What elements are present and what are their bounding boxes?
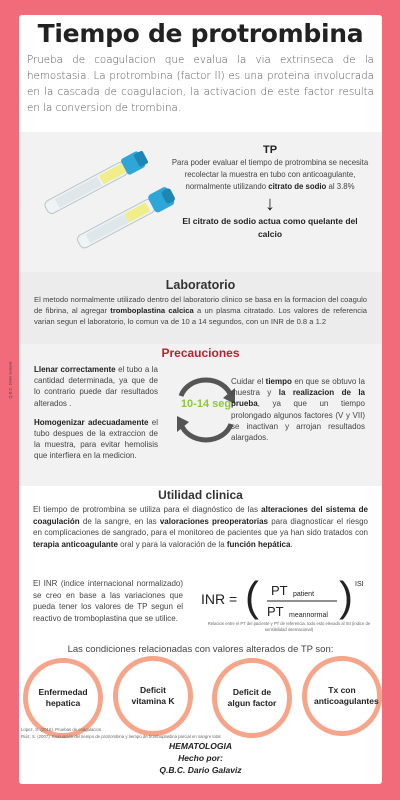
utilidad-section xyxy=(19,486,382,751)
formula-note: Relacion entre el PT del paciente y PT de referencia, todo esto elevado al ISI (indice de sensibilidad internacional) xyxy=(207,621,371,632)
inr-explanation: El INR (indice internacional normalizado) se creo en base a las variaciones que pueda tener los valores de TP segun el reactivo de tromboplastina que se utilice. xyxy=(33,579,183,623)
tp-title: TP xyxy=(262,144,278,156)
laboratorio-text: El metodo normalmente utilizado dentro del laboratorio clinico se basa en la formacion del coagulo de fibrina, al agregar tromboplastina calcica a un plasma citratado. Los valores de referencia varian segun el laboratorio, lo comun va de 10 a 14 segundos, con un INR de 0.8 a 1.2 xyxy=(34,295,368,326)
footer-author: Q.B.C. Dario Galaviz xyxy=(159,765,242,775)
cycle-time-label: 10-14 seg xyxy=(180,398,232,410)
laboratorio-section xyxy=(19,272,382,344)
page-title: Tiempo de protrombina xyxy=(37,19,364,48)
formula-numerator-sub: patient xyxy=(293,591,315,598)
tp-description: Para poder evaluar el tiempo de protrombina se necesita recolectar la muestra en tubo con anticoagulante, normalmente utilizando citrato de sodio al 3.8% xyxy=(171,158,369,191)
tp-conclusion: El citrato de sodio actua como quelante del calcio xyxy=(182,216,358,239)
condition-circle: Deficit de algun factor xyxy=(212,658,292,738)
condition-circle: Deficit vitamina K xyxy=(113,656,193,736)
precaution-homogenize: Homogenizar adecuadamente el tubo despues de la extraccion de la muestra, para evitar hemolisis que interfiera en la medicion. xyxy=(34,417,158,461)
down-arrow-icon: ↓ xyxy=(265,193,275,215)
formula-open-paren: ( xyxy=(245,574,259,620)
footer-credits xyxy=(19,740,382,776)
footer-subject: HEMATOLOGIA xyxy=(169,741,232,751)
conditions-title: Las condiciones relacionadas con valores alterados de TP son: xyxy=(67,644,334,655)
utilidad-text: El tiempo de protrombina se utiliza para el diagnóstico de las alteraciones del sistema de coagulación de la sangre, en las valoraciones preoperatorias para diagnosticar el riesgo en complicaciones de sangrado, para el monitoreo de pacientes que ya han sido tratados con terapia anticoagulante oral y para la valoración de la función hepática. xyxy=(33,505,368,549)
precauciones-section xyxy=(19,344,382,486)
condition-circle: Enfermedad hepatica xyxy=(23,658,103,738)
side-author-tag: Q.B.C. Dario Galaviz xyxy=(7,361,13,399)
reference-item: Ruiz, S. (2007). Evaluación del tiempo de protrombina y tiempo de tromboplastina parcial en sangre total. xyxy=(21,733,222,739)
formula-lhs: INR = xyxy=(201,591,238,607)
formula-close-paren: ) xyxy=(339,574,353,620)
blood-tubes-image xyxy=(43,142,183,262)
tp-explanation xyxy=(171,144,369,241)
formula-denominator-sub: meannormal xyxy=(289,612,328,619)
formula-denominator: PT xyxy=(267,604,284,619)
condition-circle: Tx con anticoagulantes xyxy=(302,656,382,736)
references xyxy=(21,727,281,740)
formula-exponent: ISI xyxy=(355,581,364,588)
infographic-card xyxy=(19,15,382,784)
laboratorio-title: Laboratorio xyxy=(165,278,236,292)
intro-paragraph: Prueba de coagulacion que evalua la via extrinseca de la hemostasia. La protrombina (factor II) es una proteina involucrada en la cascada de coagulacion, la activacion de este factor resulta en la conversion de trombina. xyxy=(27,54,374,114)
footer-made-by: Hecho por: xyxy=(178,753,223,763)
inr-formula xyxy=(201,574,371,624)
formula-numerator: PT xyxy=(271,583,288,598)
precauciones-title: Precauciones xyxy=(161,346,240,360)
reference-item: Lopez, S. (2016). Pruebas de coagulacion. xyxy=(21,727,103,732)
utilidad-title: Utilidad clinica xyxy=(158,488,243,502)
tp-section xyxy=(19,132,382,272)
precaution-time: Cuidar el tiempo en que se obtuvo la muestra y la realizacion de la prueba, ya que un tiempo prolongado algunos factores (V y VII) se inactivan y arrojan resultados alargados. xyxy=(231,377,366,443)
precaution-fill-tube: Llenar correctamente el tubo a la cantidad determinada, ya que de lo contrario puede dar resultados alterados . xyxy=(34,365,158,408)
precauciones-left xyxy=(34,364,158,470)
